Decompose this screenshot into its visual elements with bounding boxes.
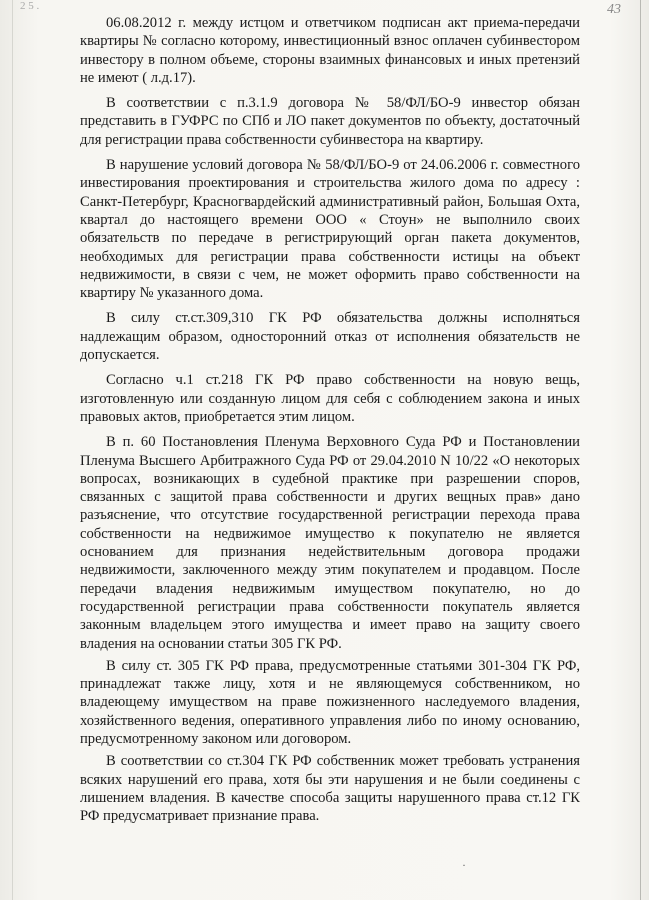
footer-mark: · [462,858,466,872]
paragraph-violation: В нарушение условий договора № 58/ФЛ/БО-9 от 24.06.2006 г. совместного инвестирования проектирования и строительства жилого дома по адресу : Санкт-Петербург, Красногвардейский административный район, Большая Охта, квартал до настоящего времени ООО « Стоун» не выполнило своих обязательств по передаче в регистрирующий орган пакета документов, необходимых для регистрации права собственности истицы на объект недвижимости, в связи с чем, не может оформить право собственности на квартиру № указанного дома. [80,157,580,302]
page-number-handwritten: 43 [607,2,621,17]
paragraph-article-305: В силу ст. 305 ГК РФ права, предусмотренные статьями 301-304 ГК РФ, принадлежат также лицу, хотя и не являющемуся собственником, но владеющему имуществом на праве пожизненного наследуемого владения, хозяйственного ведения, оперативного управления либо по иному основанию, предусмотренному законом или договором. [80,657,580,747]
paragraph-articles-309-310: В силу ст.ст.309,310 ГК РФ обязательства должны исполняться надлежащим образом, односторонний отказ от исполнения обязательств не допускается. [80,310,580,364]
page-edge-line [640,0,641,900]
paragraph-act-transfer: 06.08.2012 г. между истцом и ответчиком подписан акт приема-передачи квартиры № согласно которому, инвестиционный взнос оплачен субинвестором инвестору в полном объеме, стороны взаимных финансовых и иных претензий не имеют ( л.д.17). [80,15,580,86]
top-scan-mark: 2 5 . [20,0,40,12]
page-edge-line-left [12,0,13,900]
document-body [80,14,580,832]
paragraph-contract-obligation: В соответствии с п.3.1.9 договора № 58/ФЛ/БО-9 инвестор обязан представить в ГУФРС по СПб и ЛО пакет документов по объекту, достаточный для регистрации права собственности субинвестора на квартиру. [80,95,580,148]
paragraph-article-304: В соответствии со ст.304 ГК РФ собственник может требовать устранения всяких нарушений его права, хотя бы эти нарушения и не были соединены с лишением владения. В качестве способа защиты нарушенного права ст.12 ГК РФ предусматривает признание права. [80,753,580,825]
paragraph-article-218: Согласно ч.1 ст.218 ГК РФ право собственности на новую вещь, изготовленную или созданную лицом для себя с соблюдением закона и иных правовых актов, приобретается этим лицом. [80,372,580,425]
paragraph-plenum-resolution: В п. 60 Постановления Пленума Верховного Суда РФ и Постановлении Пленума Высшего Арбитражного Суда РФ от 29.04.2010 N 10/22 «О некоторых вопросах, возникающих в судебной практике при разрешении споров, связанных с защитой права собственности и других вещных прав» дано разъяснение, что отсутствие государственной регистрации перехода права собственности на недвижимое имущество к покупателю не является основанием для признания недействительным договора продажи недвижимости, заключенного между этим покупателем и продавцом. После передачи владения недвижимым имуществом покупателю, но до государственной регистрации права собственности покупатель является законным владельцем этого имущества и имеет право на защиту своего владения на основании статьи 305 ГК РФ. [80,434,580,652]
